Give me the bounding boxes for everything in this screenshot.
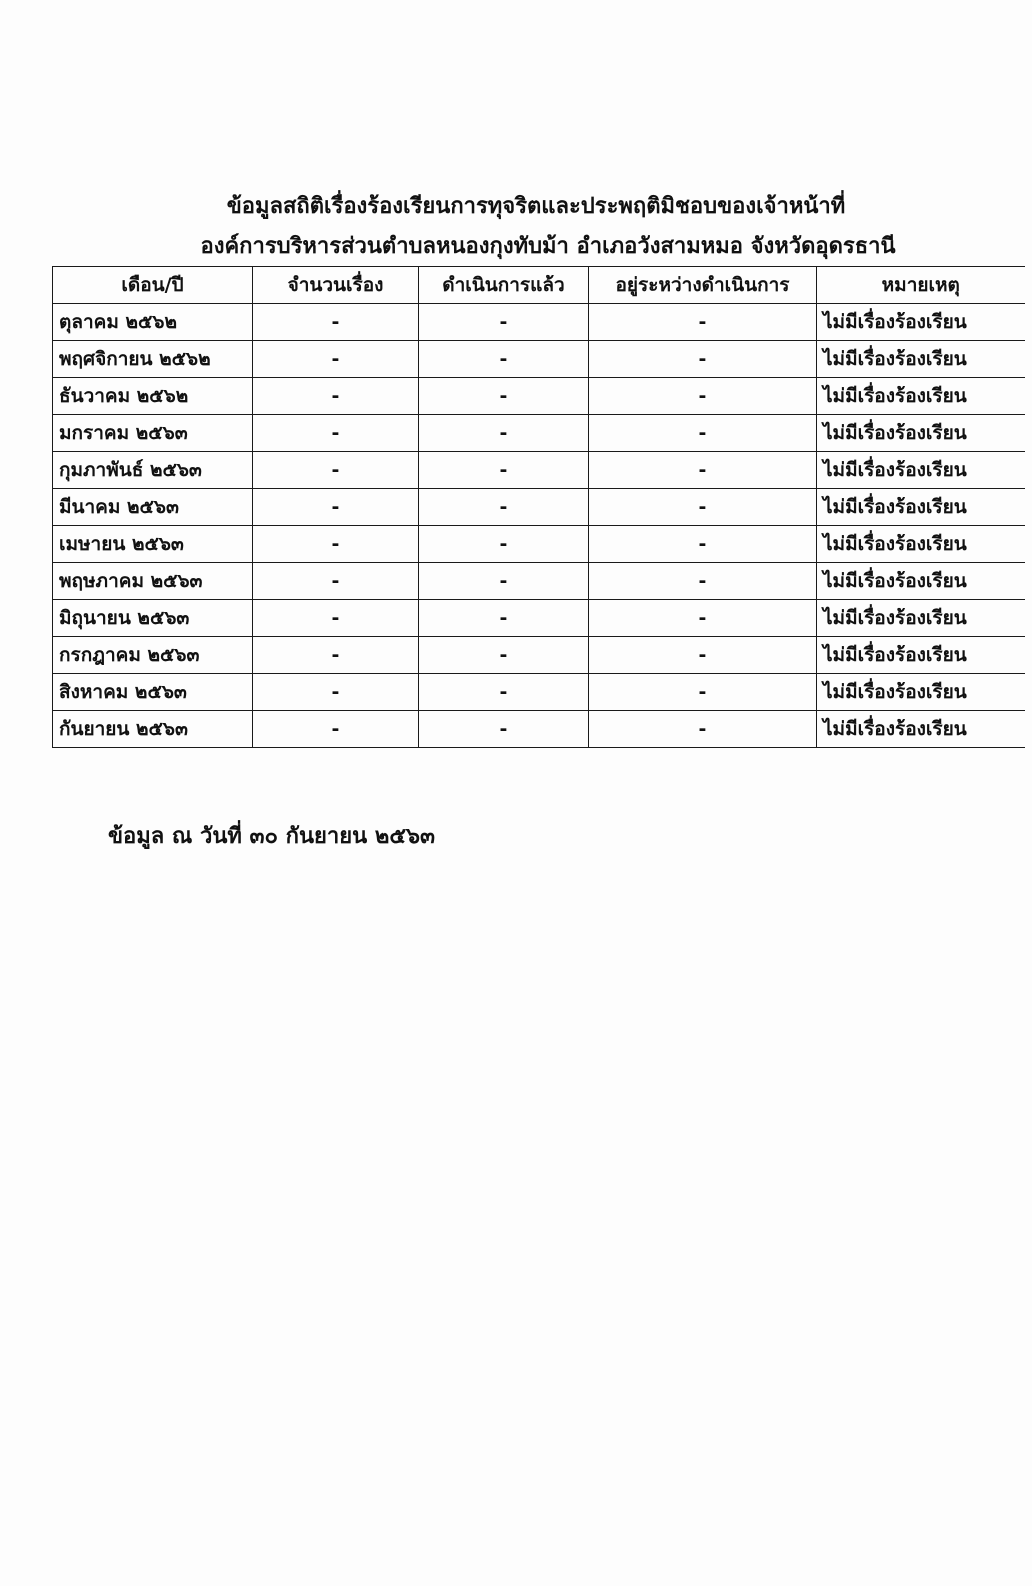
cell-month: มิถุนายน ๒๕๖๓: [53, 600, 253, 637]
cell-done: -: [419, 526, 589, 563]
cell-count: -: [253, 637, 419, 674]
table-row: [53, 526, 1025, 563]
table-row: [53, 489, 1025, 526]
cell-in-progress: -: [589, 600, 817, 637]
cell-done: -: [419, 489, 589, 526]
complaint-statistics-table: [52, 266, 1025, 748]
cell-done: -: [419, 452, 589, 489]
table-row: [53, 415, 1025, 452]
cell-count: -: [253, 341, 419, 378]
cell-done: -: [419, 415, 589, 452]
table-header-row: [53, 267, 1025, 304]
cell-in-progress: -: [589, 563, 817, 600]
cell-in-progress: -: [589, 341, 817, 378]
header-note: หมายเหตุ: [817, 267, 1025, 304]
table-row: [53, 452, 1025, 489]
cell-in-progress: -: [589, 674, 817, 711]
cell-note: ไม่มีเรื่องร้องเรียน: [817, 600, 1025, 637]
cell-done: -: [419, 563, 589, 600]
cell-count: -: [253, 526, 419, 563]
cell-month: ธันวาคม ๒๕๖๒: [53, 378, 253, 415]
cell-month: มีนาคม ๒๕๖๓: [53, 489, 253, 526]
table-row: [53, 674, 1025, 711]
header-in-progress: อยู่ระหว่างดำเนินการ: [589, 267, 817, 304]
cell-month: ตุลาคม ๒๕๖๒: [53, 304, 253, 341]
header-count: จำนวนเรื่อง: [253, 267, 419, 304]
cell-count: -: [253, 304, 419, 341]
cell-done: -: [419, 341, 589, 378]
cell-note: ไม่มีเรื่องร้องเรียน: [817, 711, 1025, 748]
header-month: เดือน/ปี: [53, 267, 253, 304]
cell-done: -: [419, 600, 589, 637]
table-row: [53, 711, 1025, 748]
cell-month: เมษายน ๒๕๖๓: [53, 526, 253, 563]
cell-done: -: [419, 378, 589, 415]
cell-done: -: [419, 304, 589, 341]
cell-note: ไม่มีเรื่องร้องเรียน: [817, 563, 1025, 600]
table-row: [53, 563, 1025, 600]
cell-done: -: [419, 674, 589, 711]
table-row: [53, 304, 1025, 341]
cell-in-progress: -: [589, 378, 817, 415]
cell-count: -: [253, 600, 419, 637]
table-row: [53, 600, 1025, 637]
table-body: [53, 304, 1025, 748]
cell-month: กุมภาพันธ์ ๒๕๖๓: [53, 452, 253, 489]
cell-in-progress: -: [589, 304, 817, 341]
cell-month: พฤษภาคม ๒๕๖๓: [53, 563, 253, 600]
header-done: ดำเนินการแล้ว: [419, 267, 589, 304]
cell-count: -: [253, 711, 419, 748]
cell-in-progress: -: [589, 489, 817, 526]
cell-in-progress: -: [589, 711, 817, 748]
table-row: [53, 378, 1025, 415]
cell-in-progress: -: [589, 637, 817, 674]
cell-note: ไม่มีเรื่องร้องเรียน: [817, 452, 1025, 489]
cell-count: -: [253, 452, 419, 489]
table-row: [53, 341, 1025, 378]
cell-month: กันยายน ๒๕๖๓: [53, 711, 253, 748]
document-subtitle: องค์การบริหารส่วนตำบลหนองกุงทับม้า อำเภอวังสามหมอ จังหวัดอุดรธานี: [200, 234, 896, 259]
cell-note: ไม่มีเรื่องร้องเรียน: [817, 489, 1025, 526]
table-row: [53, 637, 1025, 674]
cell-month: สิงหาคม ๒๕๖๓: [53, 674, 253, 711]
cell-done: -: [419, 637, 589, 674]
cell-note: ไม่มีเรื่องร้องเรียน: [817, 304, 1025, 341]
cell-in-progress: -: [589, 526, 817, 563]
cell-note: ไม่มีเรื่องร้องเรียน: [817, 674, 1025, 711]
cell-note: ไม่มีเรื่องร้องเรียน: [817, 341, 1025, 378]
cell-count: -: [253, 674, 419, 711]
cell-count: -: [253, 563, 419, 600]
document-title: ข้อมูลสถิติเรื่องร้องเรียนการทุจริตและประพฤติมิชอบของเจ้าหน้าที่: [226, 194, 846, 219]
cell-done: -: [419, 711, 589, 748]
cell-in-progress: -: [589, 452, 817, 489]
cell-count: -: [253, 489, 419, 526]
data-as-of-date: ข้อมูล ณ วันที่ ๓๐ กันยายน ๒๕๖๓: [108, 824, 435, 849]
cell-count: -: [253, 415, 419, 452]
cell-note: ไม่มีเรื่องร้องเรียน: [817, 637, 1025, 674]
cell-in-progress: -: [589, 415, 817, 452]
cell-month: มกราคม ๒๕๖๓: [53, 415, 253, 452]
cell-count: -: [253, 378, 419, 415]
cell-note: ไม่มีเรื่องร้องเรียน: [817, 526, 1025, 563]
cell-note: ไม่มีเรื่องร้องเรียน: [817, 378, 1025, 415]
cell-month: กรกฎาคม ๒๕๖๓: [53, 637, 253, 674]
cell-month: พฤศจิกายน ๒๕๖๒: [53, 341, 253, 378]
cell-note: ไม่มีเรื่องร้องเรียน: [817, 415, 1025, 452]
